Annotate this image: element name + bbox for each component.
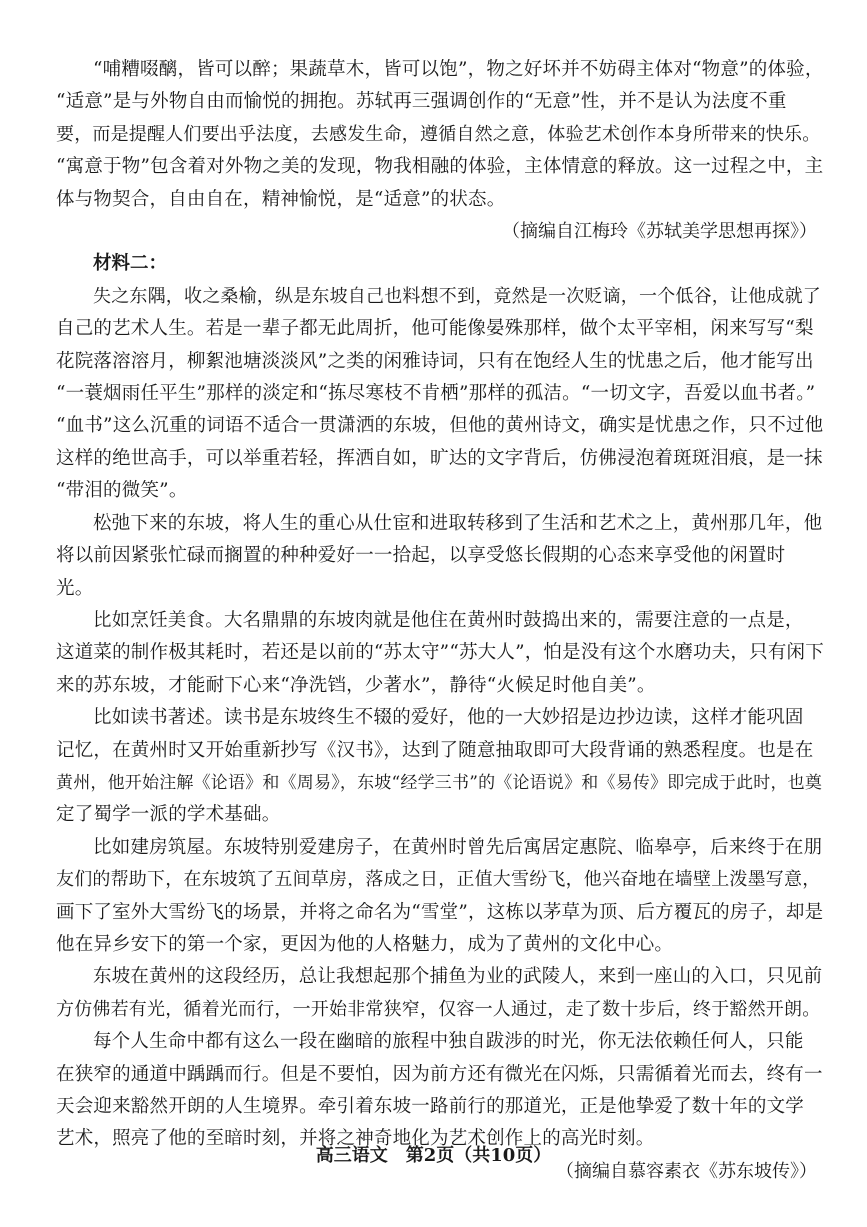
text-line: “寓意于物”包含着对外物之美的发现，物我相融的体验，主体情意的释放。这一过程之中，主 [56, 156, 824, 178]
text-line: 友们的帮助下，在东坡筑了五间草房，落成之日，正值大雪纷飞，他兴奋地在墙壁上泼墨写意， [56, 869, 821, 891]
text-line: 失之东隅，收之桑榆，纵是东坡自己也料想不到，竟然是一次贬谪，一个低谷，让他成就了 [93, 285, 821, 307]
text-line: 自己的艺术人生。若是一辈子都无此周折，他可能像晏殊那样，做个太平宰相，闲来写写“梨 [56, 318, 814, 340]
text-line: 记忆，在黄州时又开始重新抄写《汉书》，达到了随意抽取即可大段背诵的熟悉程度。也是在 [56, 739, 814, 761]
text-line: 这样的绝世高手，可以举重若轻，挥洒自如，旷达的文字背后，仿佛浸泡着斑斑泪痕，是一抹 [56, 447, 823, 469]
text-line: “适意”是与外物自由而愉悦的拥抱。苏轼再三强调创作的“无意”性，并不是认为法度不重 [56, 91, 787, 113]
text-line: 比如读书著述。读书是东坡终生不辍的爱好，他的一大妙招是边抄边读，这样才能巩固 [93, 707, 804, 729]
text-line: 体与物契合，自由自在，精神愉悦，是“适意”的状态。 [56, 188, 506, 210]
text-line: 东坡在黄州的这段经历，总让我想起那个捕鱼为业的武陵人，来到一座山的入口，只见前 [93, 966, 823, 988]
text-line: “一蓑烟雨任平生”那样的淡定和“拣尽寒枝不肯栖”那样的孤洁。“一切文字，吾爱以血书者。” [56, 383, 816, 405]
text-line: 比如建房筑屋。东坡特别爱建房子，在黄州时曾先后寓居定惠院、临皋亭，后来终于在朋 [93, 836, 823, 858]
text-line: 将以前因紧张忙碌而搁置的种种爱好一一拾起，以享受悠长假期的心态来享受他的闲置时 [56, 545, 786, 567]
text-line: 定了蜀学一派的学术基础。 [56, 804, 281, 826]
paragraph-2 [56, 281, 825, 508]
text-line: 这道菜的制作极其耗时，若还是以前的“苏太守”“苏大人”，怕是没有这个水磨功夫，只有闲下 [56, 642, 824, 664]
text-line: 方仿佛若有光，循着光而行，一开始非常狭窄，仅容一人通过，走了数十步后，终于豁然开朗。 [56, 998, 821, 1020]
text-line: “哺糟啜醨，皆可以醉；果蔬草木，皆可以饱”，物之好坏并不妨碍主体对“物意”的体验， [93, 59, 824, 80]
text-line: 画下了室外大雪纷飞的场景，并将之命名为“雪堂”，这栋以茅草为顶、后方覆瓦的房子，却是 [56, 901, 824, 923]
source-citation-2: （摘编自慕容素衣《苏东坡传》） [556, 1160, 817, 1182]
paragraph-3 [56, 508, 825, 605]
text-line: 松弛下来的东坡，将人生的重心从仕宦和进取转移到了生活和艺术之上，黄州那几年，他 [93, 512, 823, 534]
paragraph-7 [56, 961, 825, 1026]
paragraph-1 [56, 54, 825, 216]
text-line: 在狭窄的通道中踽踽而行。但是不要怕，因为前方还有微光在闪烁，只需循着光而去，终有一 [56, 1063, 823, 1085]
paragraph-6 [56, 832, 825, 962]
source-citation-1: （摘编自江梅玲《苏轼美学思想再探》） [502, 221, 817, 243]
text-line: 来的苏东坡，才能耐下心来“净洗铛，少著水”，静待“火候足时他自美”。 [56, 674, 656, 696]
paragraph-4 [56, 605, 825, 702]
paragraph-5 [56, 702, 825, 832]
text-line: 艺术，照亮了他的至暗时刻，并将之神奇地化为艺术创作上的高光时刻。 [56, 1128, 655, 1150]
text-line: “带泪的微笑”。 [56, 480, 188, 502]
text-line: 天会迎来豁然开朗的人生境界。牵引着东坡一路前行的那道光，正是他挚爱了数十年的文学 [56, 1096, 805, 1117]
section-heading: 材料二： [93, 253, 168, 275]
text-line: 黄州，他开始注解《论语》和《周易》，东坡“经学三书”的《论语说》和《易传》即完成于此时，也奠 [56, 772, 823, 793]
text-line: 每个人生命中都有这么一段在幽暗的旅程中独自跋涉的时光，你无法依赖任何人，只能 [93, 1031, 804, 1053]
text-line: 花院落溶溶月，柳絮池塘淡淡风”之类的闲雅诗词，只有在饱经人生的忧患之后，他才能写出 [56, 350, 814, 372]
paragraph-8 [56, 1026, 825, 1156]
text-line: 他在异乡安下的第一个家，更因为他的人格魅力，成为了黄州的文化中心。 [56, 933, 674, 955]
page-footer: 高三语文 第2页（共10页） [315, 1145, 552, 1166]
text-line: 要，而是提醒人们要出乎法度，去感发生命，遵循自然之意，体验艺术创作本身所带来的快乐。 [56, 123, 821, 145]
text-line: “血书”这么沉重的词语不适合一贯潇洒的东坡，但他的黄州诗文，确实是忧患之作，只不过他 [56, 415, 824, 437]
text-line: 光。 [56, 577, 94, 599]
text-line: 比如烹饪美食。大名鼎鼎的东坡肉就是他住在黄州时鼓捣出来的，需要注意的一点是， [93, 609, 804, 631]
